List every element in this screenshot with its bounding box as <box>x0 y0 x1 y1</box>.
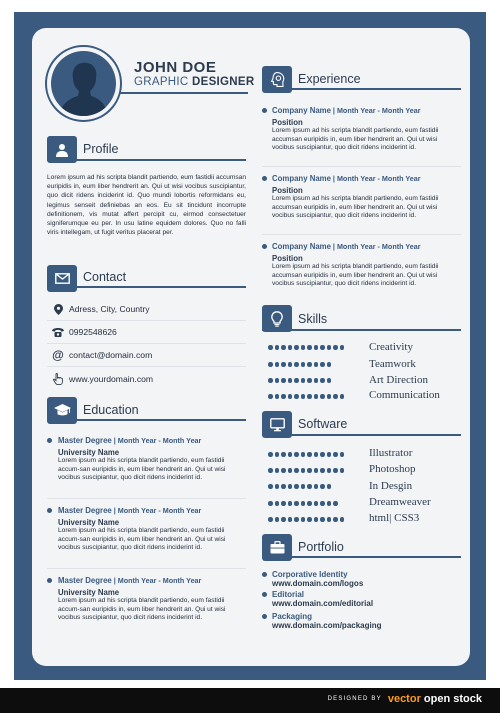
bullet <box>262 572 267 577</box>
rating-dot <box>333 517 338 522</box>
job-title-light: GRAPHIC <box>134 76 192 88</box>
rating-dot <box>275 378 280 383</box>
company-name: Company Name <box>272 242 331 251</box>
rating-dot <box>301 394 306 399</box>
rating-dot <box>288 468 293 473</box>
rating-dot <box>301 484 306 489</box>
job-title <box>134 76 254 88</box>
full-name: JOHN DOE <box>134 59 217 76</box>
rating-dot <box>281 468 286 473</box>
contact-title: Contact <box>83 270 127 284</box>
position-title: Position <box>272 118 303 127</box>
rating-dot <box>314 362 319 367</box>
bullet <box>262 108 267 113</box>
portfolio-title: Portfolio <box>298 540 344 554</box>
skill-dots <box>268 362 331 367</box>
designed-by-text: DESIGNED BY <box>327 696 382 702</box>
software-label: Illustrator <box>369 447 413 459</box>
rating-dot <box>327 362 332 367</box>
rating-dot <box>268 468 273 473</box>
rating-dot <box>281 484 286 489</box>
header-rule <box>120 92 248 94</box>
education-entry <box>47 576 246 623</box>
date-range: | Month Year - Month Year <box>330 242 421 251</box>
software-label: Photoshop <box>369 463 416 475</box>
portfolio-label: Packaging <box>272 612 313 621</box>
software-label: In Desgin <box>369 480 413 492</box>
rating-dot <box>275 501 280 506</box>
rating-dot <box>301 452 306 457</box>
rating-dot <box>268 394 273 399</box>
rating-dot <box>327 484 332 489</box>
rating-dot <box>288 345 293 350</box>
skill-dots <box>268 345 344 350</box>
rating-dot <box>327 468 332 473</box>
experience-entry <box>262 106 461 153</box>
education-entry <box>47 436 246 483</box>
education-title: Education <box>83 403 139 417</box>
rating-dot <box>314 394 319 399</box>
monitor-icon <box>270 418 285 432</box>
divider <box>47 343 246 344</box>
bullet <box>47 438 52 443</box>
phone-text: 0992548626 <box>69 327 117 337</box>
company-name: Company Name <box>272 174 331 183</box>
rating-dot <box>307 484 312 489</box>
rating-dot <box>307 517 312 522</box>
experience-rule <box>262 88 461 90</box>
rating-dot <box>288 484 293 489</box>
contact-phone <box>52 326 117 338</box>
rating-dot <box>307 468 312 473</box>
rating-dot <box>340 517 345 522</box>
date-range: | Month Year - Month Year <box>111 506 202 515</box>
degree: Master Degree <box>58 506 112 515</box>
rating-dot <box>301 362 306 367</box>
profile-rule <box>47 159 246 161</box>
contact-rule <box>47 286 246 288</box>
rating-dot <box>301 345 306 350</box>
bullet <box>262 176 267 181</box>
rating-dot <box>288 501 293 506</box>
software-dots <box>268 468 344 473</box>
rating-dot <box>281 394 286 399</box>
location-pin-icon <box>54 304 63 315</box>
envelope-icon <box>55 273 70 284</box>
education-description: Lorem ipsum ad his scripta blandit partiendo, eum fastidii accum-san euripidis in, eum liber hendrerit an. Qui ut wisi vocibus suscipiantur, quo dicit ridens inciderint id. <box>58 457 226 482</box>
rating-dot <box>320 468 325 473</box>
divider <box>47 366 246 367</box>
rating-dot <box>288 378 293 383</box>
rating-dot <box>301 501 306 506</box>
rating-dot <box>294 468 299 473</box>
skill-label: Creativity <box>369 341 413 353</box>
rating-dot <box>294 517 299 522</box>
rating-dot <box>294 378 299 383</box>
experience-description: Lorem ipsum ad his scripta blandit partiendo, eum fastidii accumsan euripidis in, eum liber hendrerit an. Qui ut wisi vocibus suscipiantur, quo dicit ridens inciderint id. <box>272 195 439 220</box>
date-range: | Month Year - Month Year <box>111 436 202 445</box>
rating-dot <box>320 501 325 506</box>
divider <box>47 498 246 499</box>
rating-dot <box>320 345 325 350</box>
rating-dot <box>268 345 273 350</box>
rating-dot <box>288 362 293 367</box>
divider <box>262 166 461 167</box>
briefcase-icon <box>270 541 285 554</box>
rating-dot <box>320 452 325 457</box>
software-rule <box>262 434 461 436</box>
skills-rule <box>262 329 461 331</box>
degree: Master Degree <box>58 436 112 445</box>
rating-dot <box>268 378 273 383</box>
rating-dot <box>333 452 338 457</box>
portfolio-url: www.domain.com/logos <box>272 579 364 588</box>
rating-dot <box>281 517 286 522</box>
rating-dot <box>275 517 280 522</box>
rating-dot <box>333 501 338 506</box>
rating-dot <box>275 345 280 350</box>
school-name: University Name <box>58 518 120 527</box>
lightbulb-icon <box>271 311 283 327</box>
graduation-cap-icon <box>54 404 71 417</box>
rating-dot <box>333 345 338 350</box>
rating-dot <box>320 484 325 489</box>
software-dots <box>268 484 331 489</box>
rating-dot <box>281 501 286 506</box>
rating-dot <box>294 362 299 367</box>
rating-dot <box>327 517 332 522</box>
rating-dot <box>320 394 325 399</box>
rating-dot <box>314 452 319 457</box>
software-label: html| CSS3 <box>369 512 420 524</box>
rating-dot <box>340 394 345 399</box>
rating-dot <box>281 362 286 367</box>
education-description: Lorem ipsum ad his scripta blandit partiendo, eum fastidii accum-san euripidis in, eum liber hendrerit an. Qui ut wisi vocibus suscipiantur, quo dicit ridens inciderint id. <box>58 527 226 552</box>
job-title-bold: DESIGNER <box>192 76 255 88</box>
avatar <box>51 51 116 116</box>
software-title: Software <box>298 417 348 431</box>
skill-label: Teamwork <box>369 358 416 370</box>
address-text: Adress, City, Country <box>69 304 150 314</box>
rating-dot <box>275 452 280 457</box>
experience-entry <box>262 174 461 221</box>
rating-dot <box>327 345 332 350</box>
rating-dot <box>307 362 312 367</box>
bullet <box>262 614 267 619</box>
rating-dot <box>275 468 280 473</box>
rating-dot <box>294 452 299 457</box>
portfolio-label: Corporative Identity <box>272 570 348 579</box>
at-sign-icon: @ <box>52 348 64 362</box>
rating-dot <box>314 501 319 506</box>
rating-dot <box>314 484 319 489</box>
portfolio-url: www.domain.com/packaging <box>272 621 382 630</box>
company-name: Company Name <box>272 106 331 115</box>
software-dots <box>268 452 344 457</box>
rating-dot <box>340 452 345 457</box>
rating-dot <box>294 501 299 506</box>
rating-dot <box>314 468 319 473</box>
rating-dot <box>327 378 332 383</box>
rating-dot <box>281 452 286 457</box>
experience-description: Lorem ipsum ad his scripta blandit partiendo, eum fastidii accumsan euripidis in, eum liber hendrerit an. Qui ut wisi vocibus suscipiantur, quo dicit ridens inciderint id. <box>272 127 439 152</box>
rating-dot <box>314 517 319 522</box>
rating-dot <box>307 394 312 399</box>
date-range: | Month Year - Month Year <box>111 576 202 585</box>
brand-openstock: open stock <box>423 693 482 705</box>
portfolio-url: www.domain.com/editorial <box>272 599 374 608</box>
brand-logo <box>388 693 482 705</box>
portfolio-label: Editorial <box>272 590 305 599</box>
rating-dot <box>288 394 293 399</box>
rating-dot <box>307 501 312 506</box>
website-text: www.yourdomain.com <box>69 374 154 384</box>
rating-dot <box>288 517 293 522</box>
rating-dot <box>320 362 325 367</box>
education-description: Lorem ipsum ad his scripta blandit partiendo, eum fastidii accum-san euripidis in, eum liber hendrerit an. Qui ut wisi vocibus suscipiantur, quo dicit ridens inciderint id. <box>58 597 226 622</box>
rating-dot <box>333 394 338 399</box>
rating-dot <box>307 378 312 383</box>
rating-dot <box>268 484 273 489</box>
bullet <box>47 578 52 583</box>
person-silhouette-icon <box>51 51 116 116</box>
rating-dot <box>281 378 286 383</box>
rating-dot <box>294 345 299 350</box>
rating-dot <box>294 484 299 489</box>
rating-dot <box>294 394 299 399</box>
school-name: University Name <box>58 588 120 597</box>
bullet <box>47 508 52 513</box>
date-range: | Month Year - Month Year <box>330 174 421 183</box>
head-gears-icon <box>270 72 285 87</box>
position-title: Position <box>272 186 303 195</box>
rating-dot <box>314 378 319 383</box>
software-dots <box>268 517 344 522</box>
rating-dot <box>333 468 338 473</box>
pointer-hand-icon <box>53 373 63 385</box>
rating-dot <box>340 468 345 473</box>
rating-dot <box>288 452 293 457</box>
portfolio-item[interactable] <box>262 590 373 608</box>
portfolio-rule <box>262 556 461 558</box>
rating-dot <box>307 452 312 457</box>
education-entry <box>47 506 246 553</box>
school-name: University Name <box>58 448 120 457</box>
profile-title: Profile <box>83 142 119 156</box>
education-rule <box>47 419 246 421</box>
email-text: contact@domain.com <box>69 350 153 360</box>
rating-dot <box>275 484 280 489</box>
skill-label: Art Direction <box>369 374 428 386</box>
degree: Master Degree <box>58 576 112 585</box>
experience-title: Experience <box>298 72 361 86</box>
rating-dot <box>275 362 280 367</box>
rating-dot <box>268 501 273 506</box>
rating-dot <box>327 501 332 506</box>
contact-address <box>52 303 150 315</box>
rating-dot <box>327 394 332 399</box>
rating-dot <box>320 378 325 383</box>
user-icon <box>55 143 69 157</box>
position-title: Position <box>272 254 303 263</box>
brand-vector: vector <box>387 693 421 705</box>
skill-dots <box>268 394 344 399</box>
portfolio-item[interactable] <box>262 570 363 588</box>
credit-bar <box>0 688 500 713</box>
rating-dot <box>314 345 319 350</box>
skills-title: Skills <box>298 312 328 326</box>
rating-dot <box>327 452 332 457</box>
experience-entry <box>262 242 461 289</box>
software-dots <box>268 501 338 506</box>
profile-text: Lorem ipsum ad his scripta blandit partiendo, eum fastidii accumsan euripidis in, eum liber hendrerit an. Qui ut wisi vocibus suscipiantur, quo dicit ridens inciderint id. Quo mundi lobortis reformidans eu, legimus senseit definiebas an eos. Eu sit tincidunt incorrupte definitionem, vis mutat affert percipit cu, eirmod consectetuer signiferumque eu per. In usu latine equidem dolores. Quo no falli viris intellegam, ut fugit veritus placerat per. <box>47 174 246 237</box>
software-label: Dreamweaver <box>369 496 431 508</box>
rating-dot <box>268 362 273 367</box>
contact-website[interactable] <box>52 373 153 385</box>
portfolio-item[interactable] <box>262 612 382 630</box>
bullet <box>262 592 267 597</box>
skill-dots <box>268 378 331 383</box>
skill-label: Communication <box>369 389 440 401</box>
bullet <box>262 244 267 249</box>
rating-dot <box>340 345 345 350</box>
contact-email[interactable] <box>52 349 152 361</box>
rating-dot <box>301 468 306 473</box>
divider <box>47 320 246 321</box>
skills-section-icon <box>262 305 292 332</box>
rating-dot <box>268 452 273 457</box>
experience-description: Lorem ipsum ad his scripta blandit partiendo, eum fastidii accumsan euripidis in, eum liber hendrerit an. Qui ut wisi vocibus suscipiantur, quo dicit ridens inciderint id. <box>272 263 439 288</box>
date-range: | Month Year - Month Year <box>330 106 421 115</box>
phone-icon <box>52 328 64 337</box>
rating-dot <box>307 345 312 350</box>
rating-dot <box>281 345 286 350</box>
rating-dot <box>320 517 325 522</box>
divider <box>262 234 461 235</box>
divider <box>47 568 246 569</box>
rating-dot <box>268 517 273 522</box>
rating-dot <box>301 517 306 522</box>
rating-dot <box>301 378 306 383</box>
rating-dot <box>275 394 280 399</box>
